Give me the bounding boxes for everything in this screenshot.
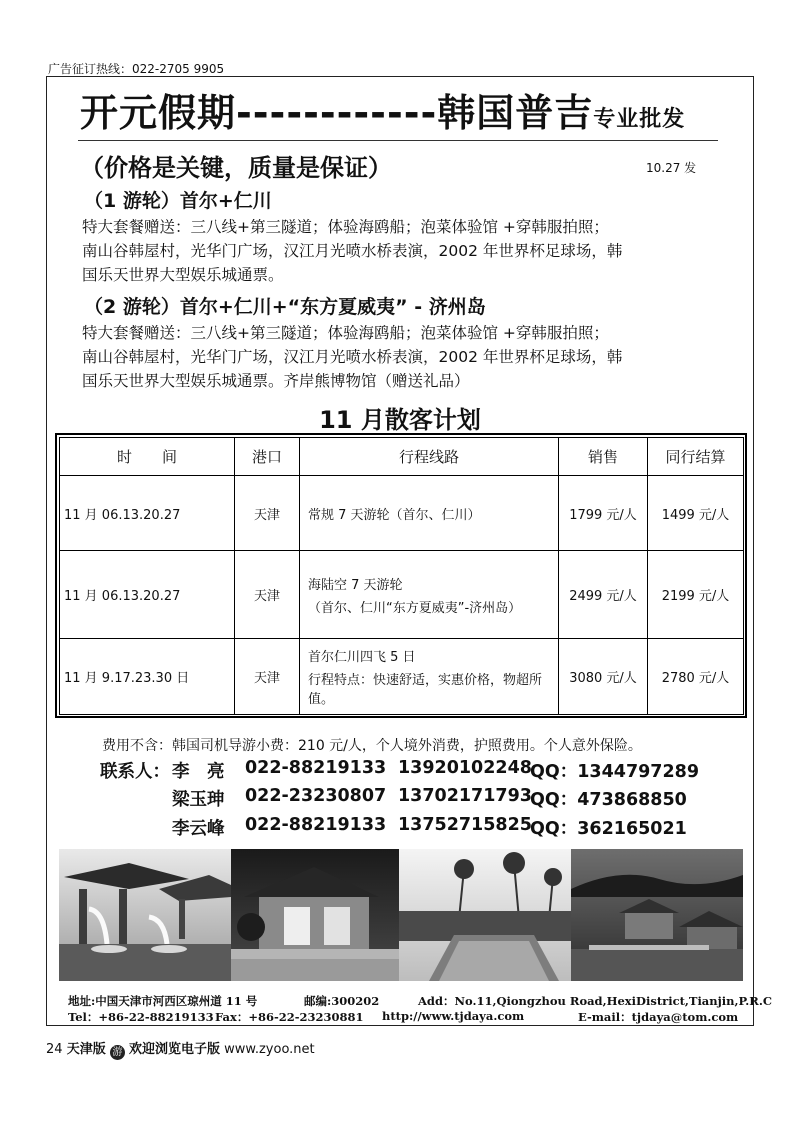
excluded-costs: 费用不含：韩国司机导游小费：210 元/人，个人境外消费，护照费用。个人意外保险。 [102, 738, 642, 754]
contact-name: 李 亮 [172, 762, 225, 782]
row-route [300, 476, 559, 551]
route1-line: 国乐天世界大型娱乐城通票。 [82, 266, 284, 284]
contact-qq: QQ：362165021 [530, 819, 687, 839]
row-port: 天津 [235, 476, 300, 551]
resort-photo-strip [59, 849, 743, 981]
address-postcode: 邮编:300202 [304, 994, 380, 1008]
table-row [60, 639, 744, 715]
header-date: 时 间 [60, 438, 235, 476]
footer-url: www.zyoo.net [224, 1042, 315, 1057]
edition-label: 天津版 [66, 1042, 106, 1057]
headline-sub: 专业批发 [593, 107, 686, 132]
route-name: 常规 7 天游轮（首尔、仁川） [308, 507, 481, 523]
route2-title: （2 游轮）首尔+仁川+“东方夏威夷” - 济州岛 [84, 296, 486, 318]
address-fax: Fax：+86-22-23230881 [215, 1010, 364, 1024]
contact-phone: 022-88219133 [245, 758, 387, 778]
contact-qq: QQ：473868850 [530, 790, 687, 810]
route-sub: 行程特点：快速舒适，实惠价格，物超所值。 [308, 673, 543, 707]
route1-title: （1 游轮）首尔+仁川 [84, 190, 272, 212]
address-cn: 地址:中国天津市河西区琼州道 11 号 [68, 994, 258, 1008]
header-sale: 销售 [559, 438, 648, 476]
headline-rule [78, 140, 718, 141]
contact-mobile: 13920102248 [398, 758, 532, 778]
route-name: 首尔仁川四飞 5 日 [308, 650, 416, 665]
row-date: 11 月 9.17.23.30 日 [60, 639, 235, 715]
edition-badge-icon: 游 [110, 1045, 125, 1060]
route-sub: （首尔、仁川“东方夏威夷”-济州岛） [308, 600, 522, 616]
contact-name: 李云峰 [172, 819, 225, 839]
photo-pool-pavilion [59, 849, 231, 981]
address-web: http://www.tjdaya.com [382, 1009, 525, 1023]
row-port: 天津 [235, 551, 300, 639]
row-peer: 2780 元/人 [648, 639, 744, 715]
table-row [60, 551, 744, 639]
row-date: 11 月 06.13.20.27 [60, 551, 235, 639]
route2-line: 南山谷韩屋村，光华门广场，汉江月光喷水桥表演，2002 年世界杯足球场，韩 [82, 348, 623, 366]
row-peer: 1499 元/人 [648, 476, 744, 551]
row-route [300, 639, 559, 715]
route1-line: 特大套餐赠送：三八线+第三隧道；体验海鸥船；泡菜体验馆 +穿韩服拍照； [82, 218, 609, 236]
issue-date: 10.27 发 [646, 161, 697, 175]
contact-name: 梁玉珅 [172, 790, 225, 810]
header-peer: 同行结算 [648, 438, 744, 476]
row-sale: 2499 元/人 [559, 551, 648, 639]
address-en: Add：No.11,Qiongzhou Road,HexiDistrict,Tianjin,P.R.C [418, 994, 772, 1008]
row-date: 11 月 06.13.20.27 [60, 476, 235, 551]
contact-label: 联系人： [100, 762, 170, 782]
row-port: 天津 [235, 639, 300, 715]
row-peer: 2199 元/人 [648, 551, 744, 639]
photo-villa-night [231, 849, 399, 981]
route-name: 海陆空 7 天游轮 [308, 577, 403, 593]
contact-phone: 022-88219133 [245, 815, 387, 835]
row-route [300, 551, 559, 639]
headline-main: 开元假期------------韩国普吉 [80, 91, 594, 135]
route2-line: 特大套餐赠送：三八线+第三隧道；体验海鸥船；泡菜体验馆 +穿韩服拍照； [82, 324, 609, 342]
route2-description [82, 321, 722, 393]
header-port: 港口 [235, 438, 300, 476]
page-footer [46, 1038, 315, 1060]
schedule-table [59, 437, 744, 715]
row-sale: 1799 元/人 [559, 476, 648, 551]
contact-qq: QQ：1344797289 [530, 762, 700, 782]
address-email: E-mail：tjdaya@tom.com [578, 1010, 739, 1024]
page-number: 24 [46, 1042, 63, 1057]
header-route: 行程线路 [300, 438, 559, 476]
contact-phone: 022-23230807 [245, 786, 387, 806]
photo-lagoon-villas [571, 849, 743, 981]
headline [80, 82, 685, 137]
row-sale: 3080 元/人 [559, 639, 648, 715]
contact-mobile: 13752715825 [398, 815, 532, 835]
table-header-row [60, 438, 744, 476]
welcome-text: 欢迎浏览电子版 [128, 1042, 220, 1057]
route1-line: 南山谷韩屋村，光华门广场，汉江月光喷水桥表演，2002 年世界杯足球场，韩 [82, 242, 623, 260]
slogan: （价格是关键，质量是保证） [80, 154, 392, 182]
route2-line: 国乐天世界大型娱乐城通票。齐岸熊博物馆（赠送礼品） [82, 372, 470, 390]
plan-title: 11 月散客计划 [319, 406, 481, 434]
contact-mobile: 13702171793 [398, 786, 532, 806]
table-row [60, 476, 744, 551]
address-tel: Tel：+86-22-88219133 [68, 1010, 214, 1024]
route1-description [82, 215, 722, 287]
photo-infinity-pool [399, 849, 571, 981]
ad-hotline: 广告征订热线：022-2705 9905 [48, 62, 225, 76]
